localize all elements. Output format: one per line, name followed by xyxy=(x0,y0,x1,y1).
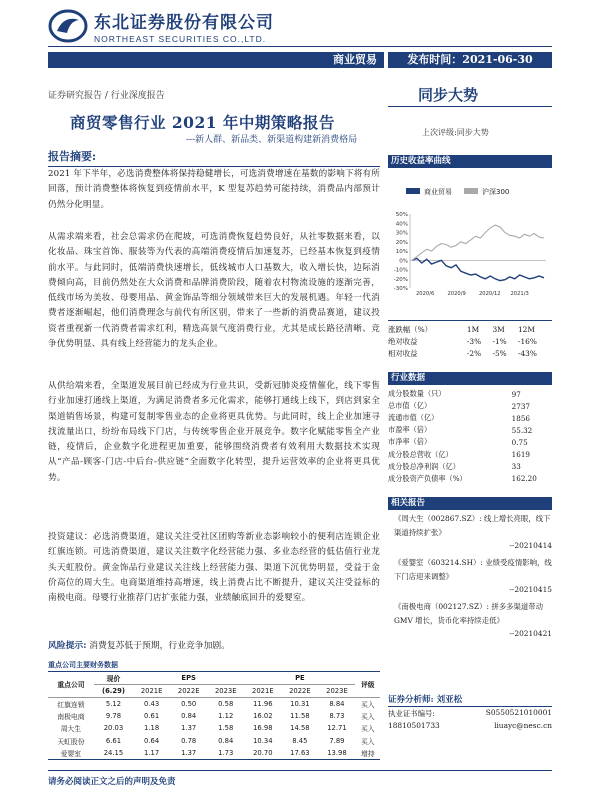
related-report-title[interactable]: 《南极电商（002127.SZ）: 拼多多渠道带动 GMV 增长，货币化率持续走低》 xyxy=(394,602,544,625)
table-row xyxy=(388,424,552,436)
publish-date: 发布时间：2021-06-30 xyxy=(388,52,552,68)
series-line xyxy=(412,258,544,280)
eps-value: 1.37 xyxy=(181,724,197,733)
perf-header-12m: 12M xyxy=(517,324,535,334)
company-name: 红旗连锁 xyxy=(57,700,85,709)
y-tick-label: -10% xyxy=(393,267,408,274)
price: 5.12 xyxy=(105,699,122,708)
eps-value: 1.17 xyxy=(133,747,170,760)
industry-label: 商业贸易 xyxy=(326,52,384,68)
summary-paragraph-advice: 投资建议：必选消费渠道，建议关注受社区团购等新业态影响较小的便利店连锁企业红旗连锁。可选消费渠道，建议关注数字化经营能力强、多业态经营的低估值行业龙头天虹股份。黄金饰品行业建议关注线上经营能力强、渠道下沉优势明显，受益于金价高位的周大生。电商渠道维持高增速，线上消费占比不断提升，建议关注受益标的南极电商。母婴行业推荐门店扩张能力强，业绩触底回升的爱婴室。 xyxy=(48,532,380,604)
price: 6.61 xyxy=(105,736,122,745)
y-tick-label: 0% xyxy=(399,258,408,265)
rating-divider xyxy=(388,106,552,107)
perf-cell: -1% xyxy=(492,336,507,346)
eps-value: 0.61 xyxy=(144,711,160,720)
eps-value: 1.18 xyxy=(144,724,160,733)
pe-value: 11.58 xyxy=(290,711,310,720)
company-name: 周大生 xyxy=(60,725,82,734)
related-report-title[interactable]: 《周大生（002867.SZ）: 线上增长亮眼，线下渠道持续扩张》 xyxy=(394,514,551,537)
pe-value: 12.71 xyxy=(327,724,347,733)
risk-text: 消费复苏低于预期，行业竞争加剧。 xyxy=(89,641,230,651)
rating-value: 买入 xyxy=(360,712,375,721)
data-label: 市净率（倍） xyxy=(388,437,432,447)
price: 20.03 xyxy=(103,724,124,733)
table-row xyxy=(48,697,380,710)
y-tick-label: 20% xyxy=(395,239,408,246)
data-value: 1619 xyxy=(511,450,530,460)
eps-value: 0.84 xyxy=(181,711,197,720)
pe-value: 20.70 xyxy=(244,747,281,760)
table-row xyxy=(48,747,380,760)
table-row xyxy=(388,448,552,460)
related-report-item[interactable] xyxy=(388,600,552,640)
report-title: 商贸零售行业 2021 年中期策略报告 xyxy=(70,113,335,132)
analyst-name: 证券分析师: 刘亚松 xyxy=(388,693,552,707)
perf-cell: -16% xyxy=(517,336,537,346)
eps-value: 1.58 xyxy=(218,724,234,733)
related-reports-list xyxy=(388,512,552,644)
data-value: 162.20 xyxy=(511,474,537,484)
table-row xyxy=(388,323,552,335)
col-year: 2023E xyxy=(207,685,244,698)
previous-rating: 上次评级:同步大势 xyxy=(422,128,489,137)
related-report-item[interactable] xyxy=(388,512,552,552)
legend-swatch xyxy=(464,188,478,194)
analyst-cert-label: 执业证书编号: xyxy=(388,709,435,718)
perf-header-label: 涨跌幅（%） xyxy=(388,324,432,334)
price: 24.15 xyxy=(94,747,133,760)
perf-header-3m: 3M xyxy=(492,324,505,334)
analyst-cert-number: S0550521010001 xyxy=(485,708,552,717)
col-price-date: (6.29) xyxy=(94,685,133,698)
pe-value: 17.63 xyxy=(281,747,318,760)
y-tick-label: 10% xyxy=(395,249,408,255)
col-price: 现价 xyxy=(94,672,133,685)
data-value: 0.75 xyxy=(511,437,528,447)
analyst-email[interactable]: liuayc@nesc.cn xyxy=(494,721,552,730)
company-name-cn: 东北证券股份有限公司 xyxy=(94,13,274,33)
col-eps: EPS xyxy=(133,672,244,685)
pe-value: 8.45 xyxy=(292,736,308,745)
col-year: 2021E xyxy=(244,685,281,698)
industry-data-heading: 行业数据 xyxy=(388,372,552,385)
summary-section xyxy=(48,148,380,167)
table-row xyxy=(48,710,380,723)
analyst-phone: 18810501733 xyxy=(388,721,440,730)
performance-table xyxy=(388,323,552,359)
pe-value: 8.73 xyxy=(329,711,345,720)
x-tick-label: 2020/12 xyxy=(479,291,501,297)
pe-value: 8.84 xyxy=(329,699,345,708)
data-value: 1856 xyxy=(511,413,530,423)
rating-value: 买入 xyxy=(360,700,375,709)
eps-value: 0.78 xyxy=(181,736,197,745)
industry-rating: 同步大势 xyxy=(418,86,479,104)
eps-value: 0.64 xyxy=(144,736,160,745)
table-row xyxy=(388,400,552,412)
col-company: 重点公司 xyxy=(48,672,94,697)
data-value: 55.32 xyxy=(511,425,533,435)
related-report-date: --20210414 xyxy=(509,541,552,550)
footer-divider xyxy=(48,770,552,771)
header-band xyxy=(48,52,326,68)
eps-value: 1.37 xyxy=(170,747,207,760)
related-report-title[interactable]: 《爱婴室（603214.SH）: 业绩受疫情影响，线下门店迎来调整》 xyxy=(394,558,552,581)
pe-value: 16.98 xyxy=(253,724,273,733)
company-name: 南极电商 xyxy=(57,712,85,721)
analyst-cert xyxy=(388,708,552,719)
perf-cell: -2% xyxy=(466,348,482,358)
legend-label: 沪深300 xyxy=(482,188,510,196)
y-tick-label: 50% xyxy=(395,212,408,218)
y-tick-label: 40% xyxy=(395,221,408,228)
x-tick-label: 2021/3 xyxy=(510,291,529,297)
breadcrumb: 证券研究报告 / 行业深度报告 xyxy=(48,91,165,101)
y-tick-label: -30% xyxy=(393,286,408,292)
table-row xyxy=(388,388,552,400)
data-label: 成分股总净利润（亿） xyxy=(388,461,460,471)
perf-divider xyxy=(388,320,552,321)
eps-value: 0.58 xyxy=(218,699,234,708)
chart-heading: 历史收益率曲线 xyxy=(388,155,552,168)
related-reports-heading: 相关报告 xyxy=(388,497,552,510)
report-subtitle: ---新人群、新品类、新渠道构建新消费格局 xyxy=(186,135,358,145)
data-label: 成分股数量（只） xyxy=(388,389,446,399)
analyst-contact xyxy=(388,721,552,730)
company-logo-icon xyxy=(48,9,88,43)
footer-disclaimer: 请务必阅读正文之后的声明及免责 xyxy=(48,777,176,787)
legend-swatch xyxy=(406,188,420,194)
table-row xyxy=(388,436,552,448)
pe-value: 10.34 xyxy=(253,736,273,745)
pe-value: 7.89 xyxy=(329,736,345,745)
rating-value: 买入 xyxy=(360,737,375,746)
perf-header-1m: 1M xyxy=(466,324,480,334)
perf-cell: -3% xyxy=(466,336,482,346)
data-label: 流通市值（亿） xyxy=(388,413,439,423)
related-report-date: --20210421 xyxy=(509,629,552,638)
eps-value: 0.43 xyxy=(144,699,160,708)
pe-value: 13.98 xyxy=(318,747,355,760)
pe-value: 11.96 xyxy=(253,699,273,708)
related-report-item[interactable] xyxy=(388,556,552,596)
data-label: 市盈率（倍） xyxy=(388,425,432,435)
data-label: 成分股总营收（亿） xyxy=(388,449,453,459)
eps-value: 0.84 xyxy=(218,736,234,745)
risk-warning xyxy=(48,638,380,651)
summary-paragraph-demand: 从需求端来看，社会总需求仍在爬坡，可选消费恢复趋势良好，从社零数据来看，以化妆品、珠宝首饰、服装等为代表的高端消费疫情后加速复苏，已经基本恢复到疫情前水平。与此同时，低端消费快速增长，低线城市人口基数大，收入增长快，边际消费倾向高，目前仍然处在大众消费和品牌消费阶段，随着农村物流设施的逐渐完善，低线市场为美妆、母婴用品、黄金饰品等细分领域带来巨大的发展机遇。年轻一代消费者逐渐崛起，他们消费理念与前代有所区别，带来了一些新的消费品赛道，建议投资者重视新一代消费者需求红利，精选高景气度消费行业，尤其是成长路径清晰、竞争优势明显、具有线上经营能力的龙头企业。 xyxy=(48,232,380,350)
pe-value: 14.58 xyxy=(290,724,310,733)
price: 9.78 xyxy=(105,711,122,720)
financial-table-title: 重点公司主要财务数据 xyxy=(48,660,380,672)
perf-cell: -43% xyxy=(517,348,537,358)
table-row xyxy=(388,412,552,424)
col-year: 2022E xyxy=(281,685,318,698)
eps-value: 1.12 xyxy=(218,711,234,720)
company-name: 爱婴室 xyxy=(48,747,94,760)
x-tick-label: 2020/9 xyxy=(447,291,466,297)
summary-paragraph-supply: 从供给端来看，全渠道发展目前已经成为行业共识，受新冠肺炎疫情催化，线下零售行业加速打通线上渠道，为满足消费者多元化需求，能够打通线上线下，到店到家全渠道销售场景，构建可复制零售业态的企业将更具优势。与此同时，线上企业加速寻找流量出口，纷纷布局线下门店，与传统零售企业开展竞争。数字化赋能零售全产业链，疫情后，企业数字化进程更加重要，能够围绕消费者有效利用大数据技术实现从“产品-顾客-门店-中后台-供应链”全面数字化转型，提升运营效率的企业将更具优势。 xyxy=(48,381,380,483)
table-row xyxy=(48,722,380,735)
table-row xyxy=(48,735,380,748)
summary-paragraph-outlook: 2021 年下半年，必选消费整体将保持稳健增长，可选消费增速在基数的影响下将有所回落，预计消费整体将恢复到疫情前水平，K 型复苏趋势可能持续，消费品内部预计仍然分化明显。 xyxy=(48,169,380,210)
industry-data-table xyxy=(388,388,552,485)
col-pe: PE xyxy=(244,672,355,685)
header-divider xyxy=(48,46,552,47)
table-row xyxy=(388,347,552,359)
company-name: 天虹股份 xyxy=(57,737,85,746)
table-row xyxy=(388,461,552,473)
financial-table xyxy=(48,672,380,760)
legend-label: 商业贸易 xyxy=(424,188,452,196)
eps-value: 0.50 xyxy=(181,699,197,708)
rating-value: 增持 xyxy=(355,747,380,760)
perf-cell: -5% xyxy=(492,348,507,358)
data-value: 33 xyxy=(511,462,521,472)
data-value: 2737 xyxy=(511,401,530,411)
company-logo xyxy=(48,8,274,44)
company-name-en: NORTHEAST SECURITIES CO.,LTD. xyxy=(94,34,267,44)
col-year: 2022E xyxy=(170,685,207,698)
eps-value: 1.73 xyxy=(207,747,244,760)
pe-value: 16.02 xyxy=(253,711,273,720)
data-label: 总市值（亿） xyxy=(388,401,432,411)
rating-value: 买入 xyxy=(360,725,375,734)
table-row xyxy=(388,335,552,347)
series-line xyxy=(412,225,544,260)
data-label: 成分股资产负债率（%） xyxy=(388,473,467,483)
col-rating: 评级 xyxy=(355,672,380,697)
table-row xyxy=(388,473,552,485)
x-tick-label: 2020/6 xyxy=(416,291,435,297)
col-year: 2023E xyxy=(318,685,355,698)
data-value: 97 xyxy=(511,389,521,399)
related-report-date: --20210415 xyxy=(509,585,552,594)
perf-row-label: 相对收益 xyxy=(388,348,418,358)
col-year: 2021E xyxy=(133,685,170,698)
risk-label: 风险提示: xyxy=(48,641,87,651)
y-tick-label: -20% xyxy=(393,276,408,283)
y-tick-label: 30% xyxy=(395,230,408,237)
return-chart xyxy=(388,170,552,302)
summary-heading: 报告摘要: xyxy=(48,148,380,167)
pe-value: 10.31 xyxy=(290,699,310,708)
perf-row-label: 绝对收益 xyxy=(388,336,418,346)
